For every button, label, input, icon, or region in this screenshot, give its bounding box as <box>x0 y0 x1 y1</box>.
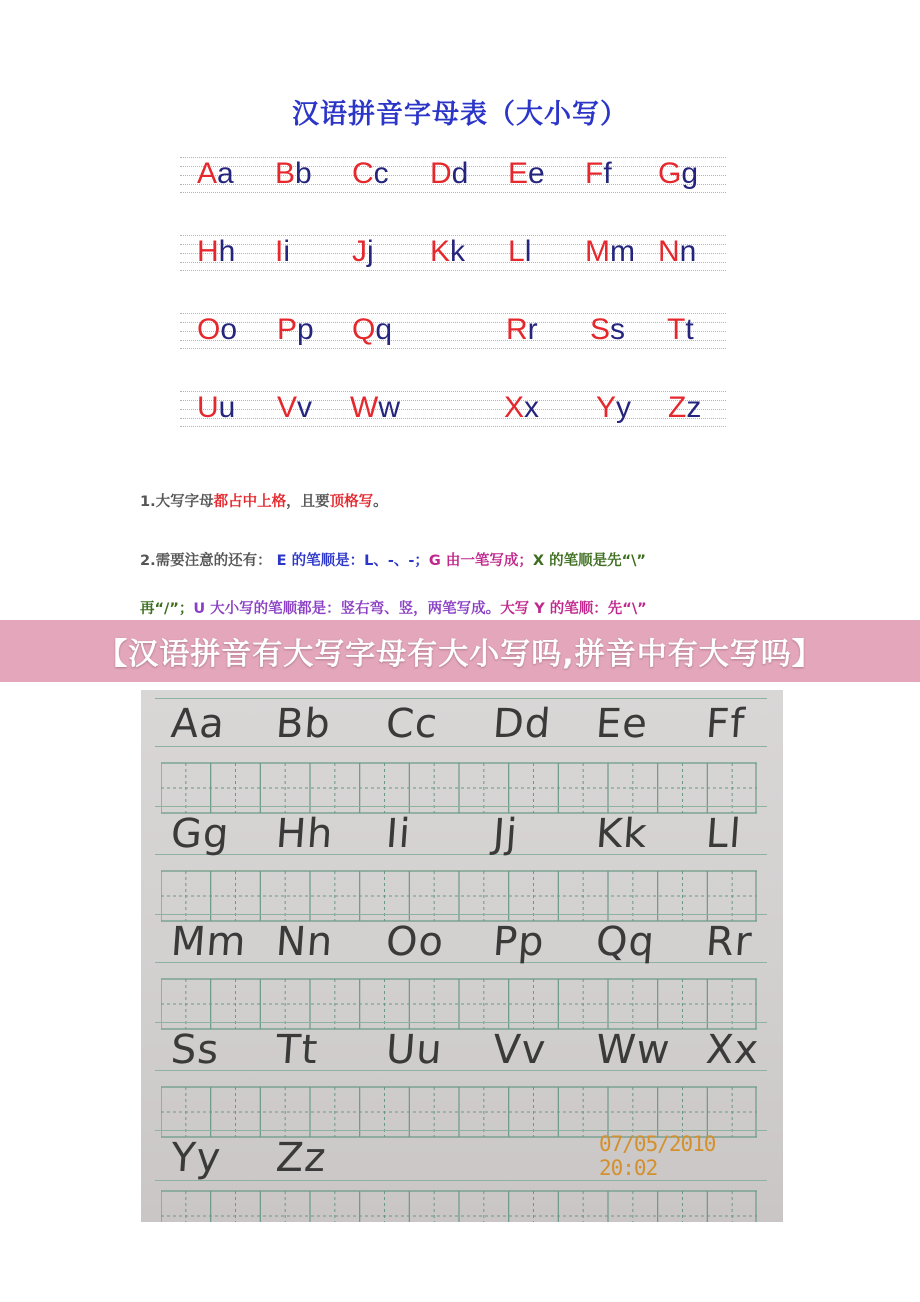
guide-line <box>180 418 726 419</box>
handwritten-letter-pair: Yy <box>169 1135 223 1181</box>
handwritten-letter-pair: Ll <box>704 811 744 857</box>
handwritten-letter-pair: Ww <box>594 1027 672 1073</box>
handwritten-letter-pair: Uu <box>384 1027 445 1073</box>
paper-rule-line <box>155 698 767 699</box>
note-segment: G 由一笔写成； <box>428 553 533 569</box>
lowercase-letter: i <box>283 235 291 268</box>
uppercase-letter: H <box>197 235 219 268</box>
lowercase-letter: q <box>375 313 393 346</box>
alphabet-row-lines <box>180 391 726 427</box>
note-segment: U 大小写的笔顺都是：竖右弯、竖，两笔写成。 <box>193 601 501 617</box>
note-segment: 再“/”； <box>140 601 194 617</box>
note-segment: 都占中上格 <box>213 494 287 510</box>
guide-line <box>180 313 726 314</box>
lowercase-letter: g <box>681 157 699 190</box>
letter-pair <box>596 393 631 423</box>
handwritten-letter-pair: Ii <box>384 811 413 857</box>
handwritten-letter-pair: Cc <box>384 701 440 747</box>
handwritten-letter-pair: Gg <box>169 811 231 857</box>
writing-grid <box>161 1190 757 1222</box>
uppercase-letter: G <box>658 157 682 190</box>
handwritten-letter-pair: Jj <box>491 811 520 857</box>
uppercase-letter: Y <box>596 391 617 424</box>
lowercase-letter: k <box>450 235 466 268</box>
guide-line <box>180 348 726 349</box>
letter-pair <box>668 393 701 423</box>
note-segment: 2.需要注意的还有： <box>140 553 272 569</box>
banner-title: 【汉语拼音有大写字母有大小写吗,拼音中有大写吗】 <box>97 637 823 672</box>
uppercase-letter: L <box>508 235 525 268</box>
uppercase-letter: P <box>277 313 298 346</box>
handwritten-letter-pair: Dd <box>491 701 553 747</box>
letter-pair <box>197 237 235 267</box>
lowercase-letter: u <box>218 391 236 424</box>
uppercase-letter: Z <box>668 391 687 424</box>
lowercase-letter: z <box>686 391 702 424</box>
letter-pair <box>430 159 468 189</box>
note-stroke-order-1 <box>140 549 646 570</box>
letter-pair <box>277 393 312 423</box>
uppercase-letter: S <box>590 313 611 346</box>
handwritten-letter-pair: Pp <box>491 919 547 965</box>
paper-rule-line <box>155 1180 767 1181</box>
lowercase-letter: y <box>616 391 632 424</box>
lowercase-letter: m <box>610 235 635 268</box>
handwritten-letter-pair: Oo <box>384 919 446 965</box>
lowercase-letter: t <box>685 313 694 346</box>
letter-pair <box>504 393 539 423</box>
lowercase-letter: n <box>679 235 697 268</box>
note-segment: X 的笔顺是先“\” <box>532 553 646 569</box>
letter-pair <box>275 237 290 267</box>
letter-pair <box>506 315 538 345</box>
note-uppercase-rule <box>140 490 388 511</box>
letter-pair <box>350 393 400 423</box>
lowercase-letter: o <box>220 313 238 346</box>
uppercase-letter: Q <box>352 313 376 346</box>
letter-pair <box>590 315 625 345</box>
uppercase-letter: I <box>275 235 284 268</box>
handwritten-letter-pair: Bb <box>274 701 333 747</box>
handwritten-letter-pair: Nn <box>274 919 335 965</box>
handwritten-letter-pair: Rr <box>704 919 754 965</box>
handwritten-letter-pair: Tt <box>274 1027 320 1073</box>
photo-timestamp: 07/05/2010 20:02 <box>599 1132 716 1180</box>
handwritten-letter-pair: Zz <box>274 1135 329 1181</box>
guide-line <box>180 426 726 427</box>
guide-line <box>180 400 726 401</box>
uppercase-letter: U <box>197 391 219 424</box>
lowercase-letter: f <box>603 157 612 190</box>
uppercase-letter: F <box>585 157 604 190</box>
lowercase-letter: r <box>527 313 538 346</box>
note-segment: 顶格写 <box>329 494 374 510</box>
paper-rule-line <box>155 854 767 855</box>
uppercase-letter: A <box>197 157 218 190</box>
guide-line <box>180 391 726 392</box>
paper-rule-line <box>155 1070 767 1071</box>
letter-pair <box>197 393 235 423</box>
uppercase-letter: R <box>506 313 528 346</box>
lowercase-letter: d <box>451 157 469 190</box>
note-segment: 大写 Y 的笔顺：先“\” <box>500 601 647 617</box>
lowercase-letter: c <box>373 157 389 190</box>
letter-pair <box>352 159 389 189</box>
note-segment: ，且要 <box>286 494 330 510</box>
letter-pair <box>585 159 612 189</box>
letter-pair <box>658 237 696 267</box>
handwritten-letter-pair: Hh <box>274 811 336 857</box>
uppercase-letter: N <box>658 235 680 268</box>
guide-line <box>180 192 726 193</box>
handwritten-letter-pair: Qq <box>594 919 657 965</box>
note-segment: 。 <box>373 494 388 510</box>
guide-line <box>180 322 726 323</box>
uppercase-letter: T <box>667 313 686 346</box>
paper-rule-line <box>155 962 767 963</box>
letter-pair <box>508 159 545 189</box>
letter-pair <box>352 237 374 267</box>
handwritten-letter-pair: Ff <box>704 701 747 747</box>
uppercase-letter: M <box>585 235 610 268</box>
lowercase-letter: w <box>378 391 400 424</box>
lowercase-letter: x <box>524 391 540 424</box>
guide-line <box>180 331 726 332</box>
lowercase-letter: b <box>295 157 312 190</box>
handwritten-letter-pair: Ss <box>169 1027 221 1073</box>
lowercase-letter: j <box>367 235 374 268</box>
letter-pair <box>275 159 312 189</box>
guide-line <box>180 409 726 410</box>
handwritten-letter-pair: Vv <box>491 1027 548 1073</box>
uppercase-letter: B <box>275 157 296 190</box>
note-segment: E 的笔顺是：L、-、-； <box>271 553 429 569</box>
lowercase-letter: h <box>218 235 236 268</box>
handwritten-letter-pair: Xx <box>704 1027 761 1073</box>
paper-rule-line <box>155 806 767 807</box>
uppercase-letter: D <box>430 157 452 190</box>
uppercase-letter: C <box>352 157 374 190</box>
uppercase-letter: J <box>352 235 367 268</box>
handwritten-letter-pair: Kk <box>594 811 650 857</box>
letter-pair <box>658 159 698 189</box>
handwritten-letter-pair: Aa <box>169 701 227 747</box>
paper-rule-line <box>155 914 767 915</box>
letter-pair <box>585 237 635 267</box>
uppercase-letter: E <box>508 157 529 190</box>
uppercase-letter: K <box>430 235 451 268</box>
handwritten-letter-pair: Ee <box>594 701 650 747</box>
letter-pair <box>277 315 314 345</box>
lowercase-letter: l <box>524 235 532 268</box>
page-title: 汉语拼音字母表（大小写） <box>292 99 628 130</box>
letter-pair <box>197 159 234 189</box>
lowercase-letter: v <box>297 391 313 424</box>
lowercase-letter: a <box>217 157 234 190</box>
letter-pair <box>352 315 392 345</box>
lowercase-letter: p <box>297 313 314 346</box>
letter-pair <box>430 237 465 267</box>
uppercase-letter: W <box>350 391 379 424</box>
paper-rule-line <box>155 1130 767 1131</box>
alphabet-row-lines <box>180 313 726 349</box>
lowercase-letter: s <box>610 313 626 346</box>
letter-pair <box>197 315 237 345</box>
paper-rule-line <box>155 1022 767 1023</box>
handwriting-photo <box>141 690 783 1222</box>
uppercase-letter: X <box>504 391 525 424</box>
handwritten-letter-pair: Mm <box>169 919 249 965</box>
guide-line <box>180 340 726 341</box>
letter-pair <box>508 237 531 267</box>
uppercase-letter: V <box>277 391 298 424</box>
note-segment: 1.大写字母 <box>140 494 214 510</box>
lowercase-letter: e <box>528 157 545 190</box>
uppercase-letter: O <box>197 313 221 346</box>
letter-pair <box>667 315 694 345</box>
title-banner <box>0 620 920 682</box>
note-stroke-order-2 <box>140 597 647 618</box>
paper-rule-line <box>155 746 767 747</box>
guide-line <box>180 270 726 271</box>
